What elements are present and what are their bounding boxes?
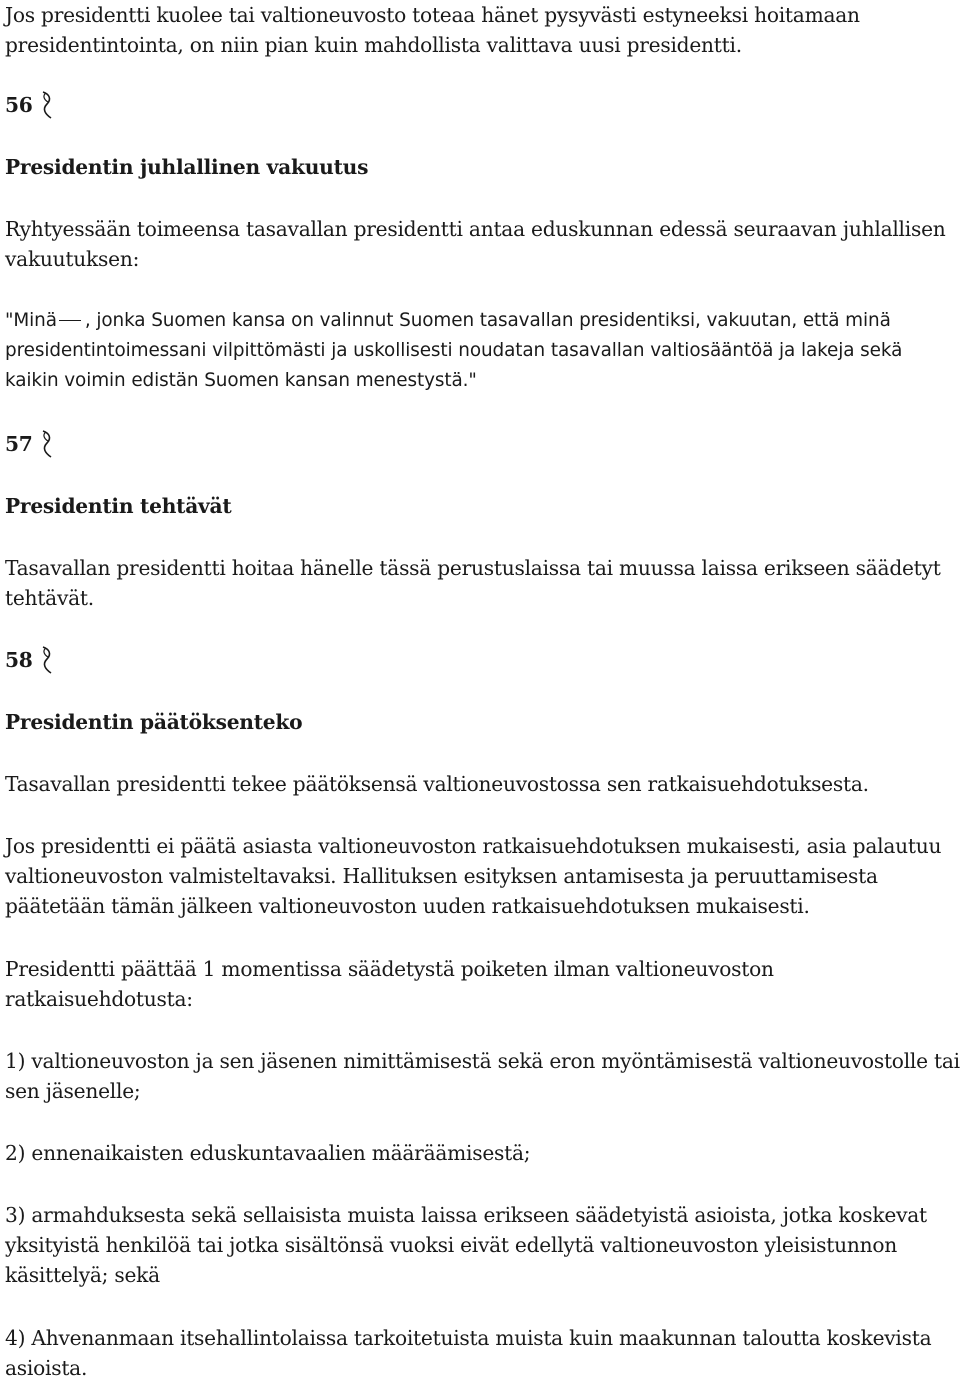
section-56-text: Ryhtyessään toimeensa tasavallan presidentti antaa eduskunnan edessä seuraavan juhlallisen vakuutuksen: bbox=[5, 217, 946, 271]
section-57-title: Presidentin tehtävät bbox=[5, 494, 232, 518]
section-58-paragraph-2: Jos presidentti ei päätä asiasta valtioneuvoston ratkaisuehdotuksen mukaisesti, asia palautuu valtioneuvoston valmisteltavaksi. Hallituksen esityksen antamisesta ja peruuttamisesta päätetään tämän jälkeen valtioneuvoston uuden ratkaisuehdotuksen mukaisesti. bbox=[5, 834, 942, 918]
section-number-text: 57 bbox=[5, 432, 33, 456]
oath-quote bbox=[5, 306, 960, 396]
section-56-title: Presidentin juhlallinen vakuutus bbox=[5, 155, 369, 179]
name-placeholder-dash bbox=[59, 320, 81, 321]
section-number-text: 58 bbox=[5, 648, 33, 672]
section-sign-icon bbox=[39, 429, 54, 459]
section-58-number bbox=[5, 645, 54, 675]
section-58-title: Presidentin päätöksenteko bbox=[5, 710, 303, 734]
oath-rest: , jonka Suomen kansa on valinnut Suomen tasavallan presidentiksi, vakuutan, että minä presidentintoimessani vilpittömästi ja uskollisesti noudatan tasavallan valtiosääntöä ja lakeja sekä kaikin voimin edistän Suomen kansan menestystä." bbox=[5, 310, 903, 391]
oath-start: "Minä bbox=[5, 310, 57, 331]
list-item: 3) armahduksesta sekä sellaisista muista laissa erikseen säädetyistä asioista, jotka koskevat yksityistä henkilöä tai jotka sisältönsä vuoksi eivät edellytä valtioneuvoston yleisistunnon käsittelyä; sekä bbox=[5, 1203, 927, 1287]
section-56-number bbox=[5, 90, 54, 120]
section-58-paragraph-1: Tasavallan presidentti tekee päätöksensä valtioneuvostossa sen ratkaisuehdotuksesta. bbox=[5, 772, 869, 796]
list-item: 2) ennenaikaisten eduskuntavaalien määräämisestä; bbox=[5, 1141, 531, 1165]
intro-paragraph: Jos presidentti kuolee tai valtioneuvosto toteaa hänet pysyvästi estyneeksi hoitamaan presidentintointa, on niin pian kuin mahdollista valittava uusi presidentti. bbox=[5, 3, 860, 57]
section-number-text: 56 bbox=[5, 93, 33, 117]
section-57-number bbox=[5, 429, 54, 459]
section-58-paragraph-3: Presidentti päättää 1 momentissa säädetystä poiketen ilman valtioneuvoston ratkaisuehdotusta: bbox=[5, 957, 774, 1011]
list-item: 1) valtioneuvoston ja sen jäsenen nimittämisestä sekä eron myöntämisestä valtioneuvostolle tai sen jäsenelle; bbox=[5, 1049, 960, 1103]
section-sign-icon bbox=[39, 645, 54, 675]
list-item: 4) Ahvenanmaan itsehallintolaissa tarkoitetuista muista kuin maakunnan taloutta koskevista asioista. bbox=[5, 1326, 932, 1380]
section-sign-icon bbox=[39, 90, 54, 120]
section-57-text: Tasavallan presidentti hoitaa hänelle tässä perustuslaissa tai muussa laissa erikseen säädetyt tehtävät. bbox=[5, 556, 941, 610]
